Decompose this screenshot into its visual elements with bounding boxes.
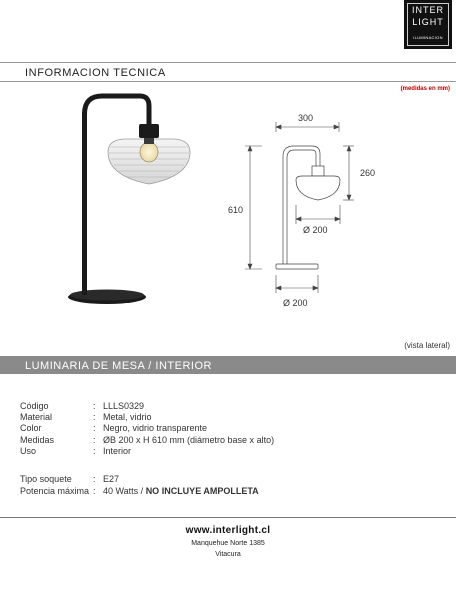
section-title-technical: INFORMACION TECNICA <box>25 67 166 79</box>
spec-value <box>103 486 259 497</box>
dim-width-label: 300 <box>298 113 314 123</box>
lamp-arm <box>85 96 150 126</box>
spec-key: Código <box>20 401 49 411</box>
spec-value: LLLS0329 <box>103 401 145 411</box>
spec-value: Interior <box>103 446 132 456</box>
spec-colon: : <box>93 486 96 496</box>
spec-value: E27 <box>103 474 120 484</box>
spec-colon: : <box>93 446 96 456</box>
logo-tagline: ILUMINACION <box>413 35 443 40</box>
units-note: (medidas en mm) <box>400 86 450 92</box>
product-category-title: LUMINARIA DE MESA / INTERIOR <box>25 360 212 372</box>
lamp-photo <box>68 96 190 304</box>
lamp-socket <box>139 124 159 138</box>
spec-value-text: 40 Watts / <box>103 486 146 496</box>
footer-divider <box>0 517 456 518</box>
lamp-stem <box>82 112 87 295</box>
spec-value: ØB 200 x H 610 mm (diámetro base x alto) <box>103 435 275 445</box>
spec-key: Potencia máxima <box>20 486 90 496</box>
spec-colon: : <box>93 401 96 411</box>
spec-colon: : <box>93 474 96 484</box>
spec-colon: : <box>93 412 96 422</box>
dim-base-diameter-label: Ø 200 <box>283 298 308 308</box>
spec-value: Metal, vidrio <box>103 412 152 422</box>
address-line-2: Vitacura <box>215 551 241 558</box>
bulb <box>140 142 158 162</box>
spec-key: Color <box>20 423 42 433</box>
spec-key: Tipo soquete <box>20 474 72 484</box>
spec-key: Uso <box>20 446 37 456</box>
spec-key: Medidas <box>20 435 55 445</box>
address-line-1: Manquehue Norte 1385 <box>191 540 265 547</box>
spec-value-bold: NO INCLUYE AMPOLLETA <box>145 486 259 496</box>
product-band <box>0 356 456 374</box>
logo-line2: LIGHT <box>412 17 444 27</box>
dim-shade-height-label: 260 <box>360 168 376 178</box>
spec-colon: : <box>93 435 96 445</box>
dim-height-label: 610 <box>228 205 244 215</box>
spec-colon: : <box>93 423 96 433</box>
technical-side-view <box>276 146 340 269</box>
dim-shade-diameter-label: Ø 200 <box>303 225 328 235</box>
logo-line1: INTER <box>412 5 444 15</box>
spec-key: Material <box>20 412 53 422</box>
website-link[interactable]: www.interlight.cl <box>185 525 271 536</box>
spec-value: Negro, vidrio transparente <box>103 423 208 433</box>
view-label: (vista lateral) <box>404 341 450 350</box>
